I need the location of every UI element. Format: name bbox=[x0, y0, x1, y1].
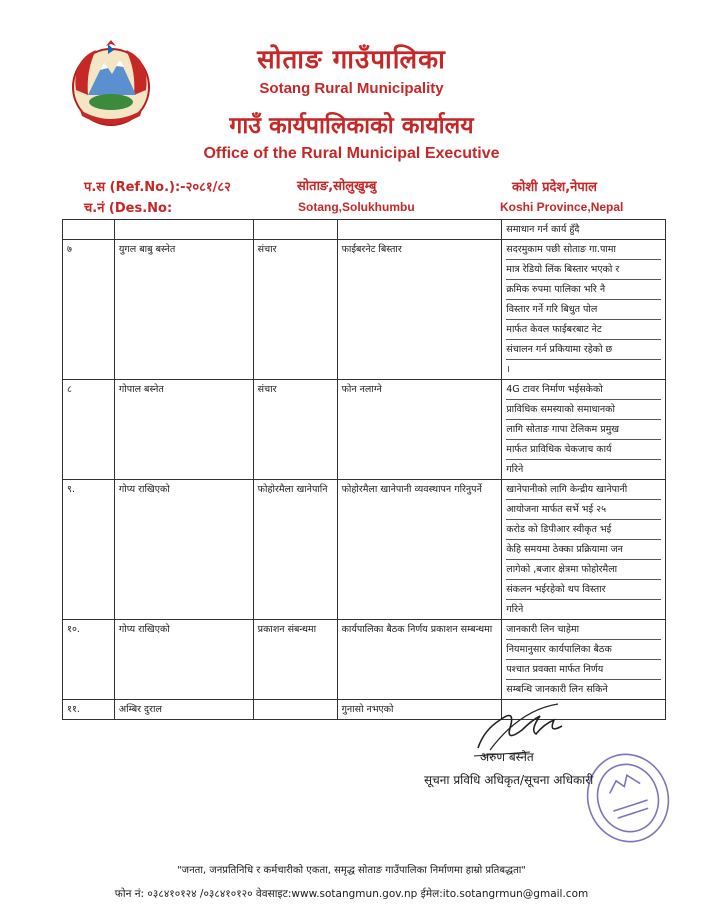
response-line: गरिने bbox=[506, 464, 524, 475]
response-line: गरिने bbox=[506, 604, 524, 615]
response-line: संचालन गर्न प्रकियामा रहेको छ bbox=[506, 340, 661, 360]
response-line: आयोजना मार्फत सर्भे भई २५ bbox=[506, 500, 661, 520]
complaint-category: फोहोरमैला खानेपानि bbox=[253, 480, 337, 620]
province-en: Koshi Province,Nepal bbox=[500, 200, 624, 214]
table-row bbox=[63, 220, 666, 240]
office-stamp-icon bbox=[582, 748, 674, 848]
response-line: संकलन भईरहेको थप विस्तार bbox=[506, 580, 661, 600]
office-name-en: Office of the Rural Municipal Executive bbox=[203, 145, 500, 162]
footer-contact: फोन नं: ०३८४१०१२४ /०३८४१०१२० वेवसाइट:www.sotangmun.gov.np ईमेल:ito.sotangrmun@gmail.com bbox=[114, 888, 589, 900]
location-np: सोताङ,सोलुखुम्बु bbox=[297, 179, 377, 194]
serial-number: ११. bbox=[63, 700, 115, 720]
grievance-table bbox=[62, 219, 666, 720]
serial-number: १०. bbox=[63, 620, 115, 700]
complainant-name: युगल बाबु बस्नेत bbox=[114, 240, 253, 380]
response-line: मार्फत प्राविधिक चेकजाच कार्य bbox=[506, 440, 661, 460]
table-row bbox=[63, 380, 666, 480]
complaint-issue: फाईबरनेट बिस्तार bbox=[337, 240, 502, 380]
complaint-issue: गुनासो नभएको bbox=[337, 700, 502, 720]
response-line: सम्बन्धि जानकारी लिन सकिने bbox=[506, 684, 608, 695]
response-line: खानेपानीको लागि केन्द्रीय खानेपानी bbox=[506, 480, 661, 500]
response-cell bbox=[502, 620, 666, 700]
table-row bbox=[63, 700, 666, 720]
response-cell bbox=[502, 380, 666, 480]
response-line: क्रमिक रुपमा पालिका भरि नै bbox=[506, 280, 661, 300]
province-np: कोशी प्रदेश,नेपाल bbox=[512, 180, 597, 195]
response-line: मार्फत केवल फाईबरबाट नेट bbox=[506, 320, 661, 340]
response-line: । bbox=[506, 364, 510, 375]
complainant-name: गोप्य राखिएको bbox=[114, 620, 253, 700]
serial-number: ७ bbox=[63, 240, 115, 380]
response-line: सदरमुकाम पछी सोताङ गा.पामा bbox=[506, 240, 661, 260]
location-en: Sotang,Solukhumbu bbox=[298, 200, 415, 214]
response-line: लागि सोताङ गापा टेलिकम प्रमुख bbox=[506, 420, 661, 440]
table-row bbox=[63, 620, 666, 700]
complaint-category bbox=[253, 700, 337, 720]
response-line: करोड को डिपीआर स्वीकृत भई bbox=[506, 520, 661, 540]
continued-response: समाधान गर्न कार्य हुँदै bbox=[502, 220, 666, 240]
serial-number: ९. bbox=[63, 480, 115, 620]
response-line: मात्र रेडियो लिंक बिस्तार भएको र bbox=[506, 260, 661, 280]
complaint-issue: फोहोरमैला खानेपानी व्यवस्थापन गरिनुपर्ने bbox=[337, 480, 502, 620]
complaint-category: प्रकाशन संबन्धमा bbox=[253, 620, 337, 700]
complainant-name: गोपाल बस्नेत bbox=[114, 380, 253, 480]
complaint-issue: फोन नलाग्ने bbox=[337, 380, 502, 480]
response-line: लागेको ,बजार क्षेत्रमा फोहोरमैला bbox=[506, 560, 661, 580]
response-line: विस्तार गर्ने गरि बिधुत पोल bbox=[506, 300, 661, 320]
response-line: 4G टावर निर्माण भईसकेको bbox=[506, 380, 661, 400]
complainant-name: गोप्य राखिएको bbox=[114, 480, 253, 620]
table-row bbox=[63, 240, 666, 380]
signatory-name: अरुण बस्नेत bbox=[480, 750, 534, 764]
response-cell bbox=[502, 240, 666, 380]
response-cell bbox=[502, 480, 666, 620]
response-line: केहि समयमा ठेक्का प्रक्रियामा जन bbox=[506, 540, 661, 560]
response-line: जानकारी लिन चाहेमा bbox=[506, 620, 661, 640]
municipality-name-en: Sotang Rural Municipality bbox=[259, 80, 444, 97]
response-line: नियमानुसार कार्यपालिका बैठक bbox=[506, 640, 661, 660]
response-line: पश्चात प्रवक्ता मार्फत निर्णय bbox=[506, 660, 661, 680]
signatory-title: सूचना प्रविधि अधिकृत/सूचना अधिकारी bbox=[424, 773, 594, 787]
complaint-category: संचार bbox=[253, 240, 337, 380]
municipality-name-np: सोताङ गाउँपालिका bbox=[257, 45, 446, 75]
table-row bbox=[63, 480, 666, 620]
office-name-np: गाउँ कार्यपालिकाको कार्यालय bbox=[229, 113, 474, 139]
footer-motto: "जनता, जनप्रतिनिधि र कर्मचारीको एकता, समृद्ध सोताङ गाउँपालिका निर्माणमा हाम्रो प्रतिबद्धता" bbox=[177, 865, 526, 876]
complainant-name: अम्बिर दुराल bbox=[114, 700, 253, 720]
response-line: प्राविधिक समस्याको समाधानको bbox=[506, 400, 661, 420]
ref-number: प.स (Ref.No.):-२०८१/८२ bbox=[84, 180, 231, 195]
serial-number: ८ bbox=[63, 380, 115, 480]
dispatch-number: च.नं (Des.No: bbox=[84, 201, 173, 216]
complaint-issue: कार्यपालिका बैठक निर्णय प्रकाशन सम्बन्धमा bbox=[337, 620, 502, 700]
complaint-category: संचार bbox=[253, 380, 337, 480]
